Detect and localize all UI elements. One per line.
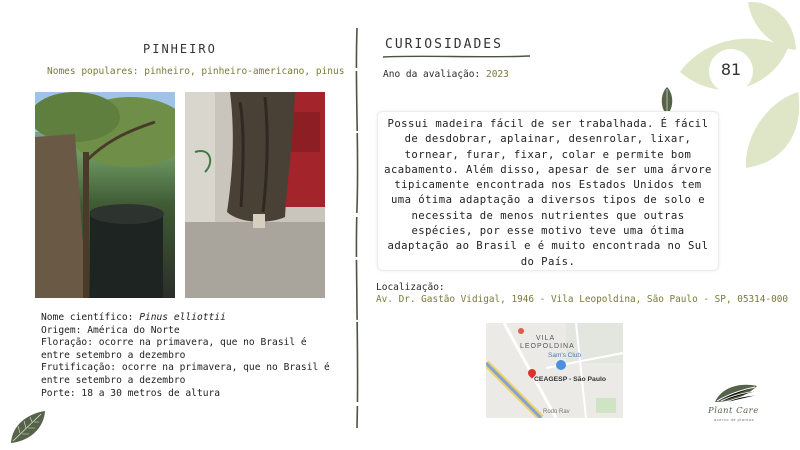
plant-name: PINHEIRO <box>143 42 217 56</box>
brand-name: Plant Care <box>708 406 759 416</box>
flowering-line-2: entre setembro a dezembro <box>41 349 186 361</box>
scientific-name-label: Nome científico: <box>41 312 134 323</box>
year-label: Ano da avaliação: <box>383 69 481 80</box>
popular-names: Nomes populares: pinheiro, pinheiro-americano, pinus <box>47 66 345 77</box>
plant-info <box>41 312 341 400</box>
year-value: 2023 <box>485 69 509 80</box>
scientific-name-value: Pinus elliottii <box>139 312 226 323</box>
fruiting-line-1: Frutificação: ocorre na primavera, que no Brasil é <box>41 362 330 374</box>
flowering-line-1: Floração: ocorre na primavera, que no Brasil é <box>41 337 307 349</box>
section-title: CURIOSIDADES <box>385 37 503 52</box>
map-area-label-1: VILA <box>536 335 556 342</box>
fruiting-line-2: entre setembro a dezembro <box>41 374 186 386</box>
origin-line: Origem: América do Norte <box>41 324 180 336</box>
map-area-label-2: LEOPOLDINA <box>520 343 575 350</box>
location-address: Av. Dr. Gastão Vidigal, 1946 - Vila Leopoldina, São Paulo - SP, 05314-000 <box>376 294 789 305</box>
curiosities-text: Possui madeira fácil de ser trabalhada. É fácil de desdobrar, aplainar, desenrolar, lixar, tornear, furar, fixar, colar e permite bom acabamento. Além disso, apesar de ser uma árvore tipicamente encontrada nos Estados Unidos tem uma ótima adaptação a diversos tipos de solo e necessita de menos nutrientes que outras espécies, por esse motivo teve uma ótima adaptação ao Brasil e é muito encontrada no Sul do País. <box>384 118 712 268</box>
plant-care-logo <box>713 380 759 404</box>
curiosities-box <box>377 111 719 271</box>
scientific-name-line <box>41 312 341 325</box>
map-road-label: Rodo Rav <box>543 409 570 415</box>
size-line: Porte: 18 a 30 metros de altura <box>41 387 221 399</box>
map-poi-label: Sam's Club <box>548 352 582 359</box>
brand-tagline: acervo de plantas <box>714 417 755 422</box>
leaf-icon <box>8 408 48 446</box>
page-number: 81 <box>720 60 742 79</box>
evaluation-year <box>383 69 509 80</box>
map-pin-label: CEAGESP - São Paulo <box>534 376 607 383</box>
plant-photo-1 <box>35 92 175 298</box>
location-label: Localização: <box>376 282 445 293</box>
title-underline <box>382 54 532 59</box>
center-divider <box>352 28 362 428</box>
location-map[interactable] <box>486 323 623 418</box>
plant-photo-2 <box>185 92 325 298</box>
